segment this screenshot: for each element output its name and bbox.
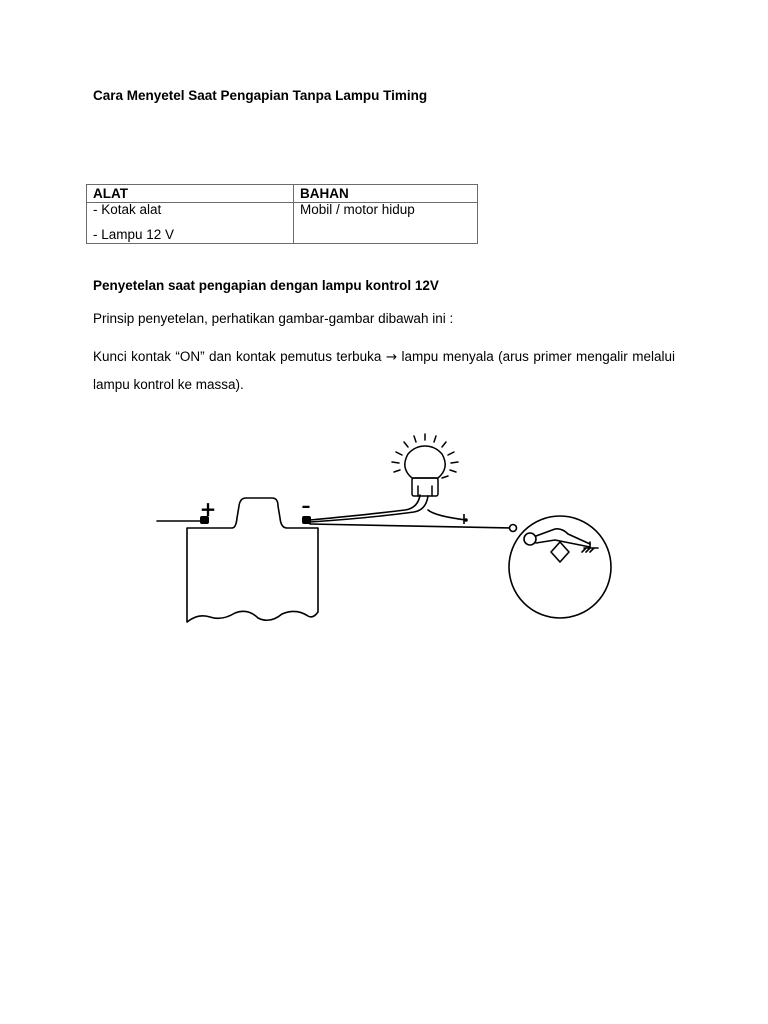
paragraph-key-on [93, 343, 675, 398]
table-header-row [87, 185, 478, 203]
ignition-circuit-diagram [150, 430, 620, 630]
test-lamp-wire-upper [310, 495, 420, 520]
breaker-pivot [524, 533, 536, 545]
section-heading: Penyetelan saat pengapian dengan lampu kontrol 12V [93, 278, 439, 293]
main-wire [310, 524, 512, 528]
table-header-bahan: BAHAN [294, 185, 478, 203]
ground-symbol [582, 542, 598, 552]
table-row [87, 203, 478, 244]
bahan-cell [294, 203, 478, 244]
distributor-housing [509, 516, 611, 618]
document-title: Cara Menyetel Saat Pengapian Tanpa Lampu Timing [93, 88, 428, 103]
alat-cell [87, 203, 294, 244]
paragraph-text-after-arrow: lampu menyala (arus primer mengalir melalui lampu kontrol ke massa). [93, 349, 675, 392]
battery-minus-label: – [301, 496, 311, 517]
paragraph-text-before-arrow: Kunci kontak “ON” dan kontak pemutus terbuka [93, 349, 382, 364]
test-lamp-icon [392, 434, 458, 496]
tools-materials-table [86, 184, 478, 244]
paragraph-principle: Prinsip penyetelan, perhatikan gambar-gambar dibawah ini : [93, 311, 454, 326]
alat-item: - Lampu 12 V [93, 227, 175, 242]
alat-item: - Kotak alat [93, 202, 162, 217]
table-header-alat: ALAT [87, 185, 294, 203]
breaker-cam [551, 542, 569, 562]
bahan-item: Mobil / motor hidup [300, 202, 415, 217]
battery-plus-label: + [199, 497, 217, 521]
breaker-terminal [510, 525, 517, 532]
right-arrow-icon: → [385, 349, 398, 365]
negative-terminal [302, 516, 311, 524]
